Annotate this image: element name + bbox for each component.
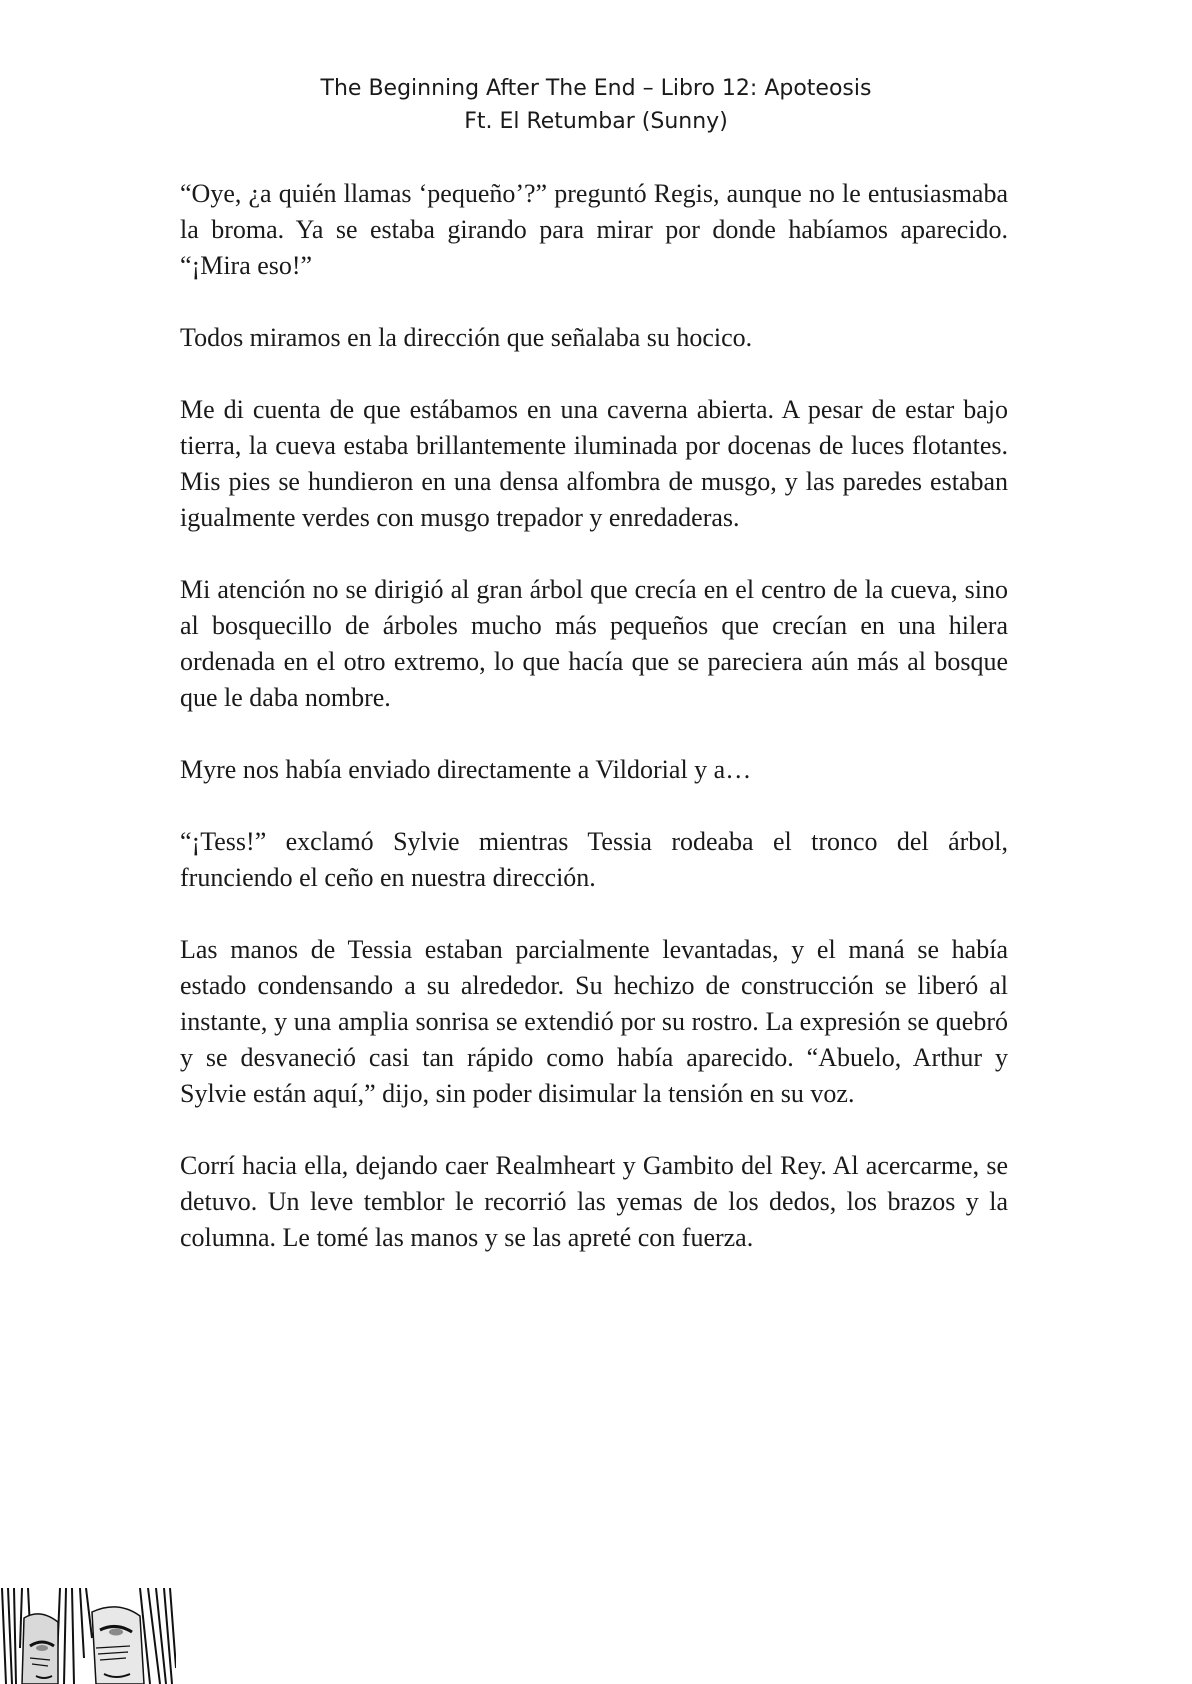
paragraph: Me di cuenta de que estábamos en una caverna abierta. A pesar de estar bajo tierra, la cueva estaba brillantemente iluminada por docenas de luces flotantes. Mis pies se hundieron en una densa alfombra de musgo, y las paredes estaban igualmente verdes con musgo trepador y enredaderas. (180, 395, 1008, 532)
paragraph: Todos miramos en la dirección que señalaba su hocico. (180, 323, 753, 352)
paragraph: Myre nos había enviado directamente a Vildorial y a… (180, 755, 752, 784)
manga-face-illustration-icon (0, 1588, 176, 1684)
paragraph: Las manos de Tessia estaban parcialmente levantadas, y el maná se había estado condensando a su alrededor. Su hechizo de construcción se liberó al instante, y una amplia sonrisa se extendió por su rostro. La expresión se quebró y se desvaneció casi tan rápido como había aparecido. “Abuelo, Arthur y Sylvie están aquí,” dijo, sin poder disimular la tensión en su voz. (180, 935, 1008, 1108)
page-header (0, 72, 1192, 138)
paragraph: Corrí hacia ella, dejando caer Realmheart y Gambito del Rey. Al acercarme, se detuvo. Un leve temblor le recorrió las yemas de los dedos, los brazos y la columna. Le tomé las manos y se las apreté con fuerza. (180, 1151, 1008, 1252)
header-title: The Beginning After The End – Libro 12: Apoteosis (320, 76, 872, 101)
paragraph: Mi atención no se dirigió al gran árbol que crecía en el centro de la cueva, sino al bosquecillo de árboles mucho más pequeños que crecían en una hilera ordenada en el otro extremo, lo que hacía que se pareciera aún más al bosque que le daba nombre. (180, 575, 1008, 712)
header-subtitle: Ft. El Retumbar (Sunny) (464, 109, 728, 134)
paragraph: “Oye, ¿a quién llamas ‘pequeño’?” preguntó Regis, aunque no le entusiasmaba la broma. Ya se estaba girando para mirar por donde habíamos aparecido. “¡Mira eso!” (180, 179, 1008, 280)
paragraph: “¡Tess!” exclamó Sylvie mientras Tessia rodeaba el tronco del árbol, frunciendo el ceño en nuestra dirección. (180, 827, 1008, 892)
chapter-body (180, 176, 1008, 1292)
illustration-svg (0, 1588, 176, 1684)
